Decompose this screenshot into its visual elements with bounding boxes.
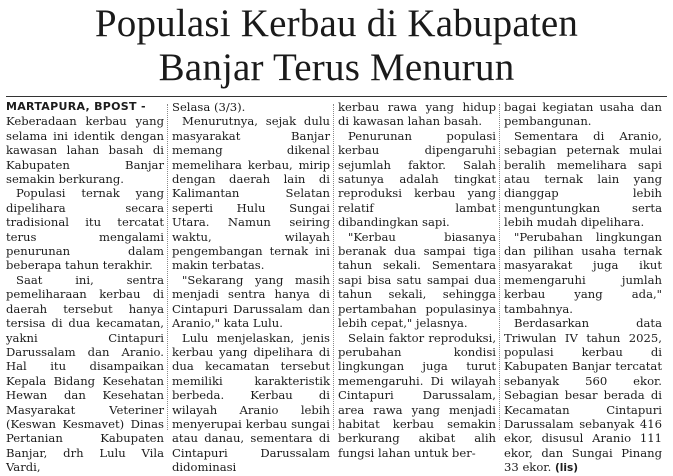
paragraph: Keberadaan kerbau yang selama ini identik dengan kawasan lahan basah di Kabupaten Banjar semakin berkurang. [6, 114, 164, 187]
article-column-4 [504, 100, 662, 476]
column-divider [167, 104, 168, 430]
column-divider [499, 104, 500, 430]
article-column-1 [6, 100, 164, 475]
paragraph: Sementara di Aranio, sebagian peternak mulai beralih memelihara sapi atau ternak lain yang dianggap lebih menguntungkan serta lebih mudah dipelihara. [504, 128, 662, 230]
headline [0, 2, 673, 90]
article-column-3 [338, 100, 496, 460]
paragraph: Selain faktor reproduksi, perubahan kondisi lingkungan juga turut memengaruhi. Di wilayah Cintapuri Darussalam, area rawa yang menjadi habitat kerbau semakin berkurang akibat alih fungsi lahan untuk ber- [338, 330, 496, 460]
paragraph: Saat ini, sentra pemeliharaan kerbau di daerah tersebut hanya tersisa di dua kecamatan, yakni Cintapuri Darussalam dan Aranio. Hal itu disampaikan Kepala Bidang Kesehatan Hewan dan Kesehatan Masyarakat Veteriner (Keswan Kesmavet) Dinas Pertanian Kabupaten Banjar, drh Lulu Vila Vardi, [6, 272, 164, 475]
paragraph: kerbau rawa yang hidup di kawasan lahan basah. [338, 100, 496, 129]
paragraph: Menurutnya, sejak dulu masyarakat Banjar memang dikenal memelihara kerbau, mirip dengan daerah lain di Kalimantan Selatan seperti Hulu Sungai Utara. Namun seiring waktu, wilayah pengembangan ternak ini makin terbatas. [172, 114, 330, 273]
headline-line-2: Banjar Terus Menurun [158, 46, 515, 89]
paragraph: Penurunan populasi kerbau dipengaruhi sejumlah faktor. Salah satunya adalah tingkat reproduksi kerbau yang relatif lambat dibandingkan sapi. [338, 128, 496, 230]
paragraph: "Sekarang yang masih menjadi sentra hanya di Cintapuri Darussalam dan Aranio," kata Lulu. [172, 272, 330, 331]
paragraph: Selasa (3/3). [172, 100, 246, 114]
article-column-2 [172, 100, 330, 475]
paragraph: "Kerbau biasanya beranak dua sampai tiga tahun sekali. Sementara sapi bisa satu sampai dua tahun sekali, sehingga pertambahan populasinya lebih cepat," jelasnya. [338, 229, 496, 331]
paragraph [504, 316, 662, 475]
dateline: MARTAPURA, BPOST - [6, 100, 146, 113]
headline-rule [6, 96, 667, 97]
paragraph: "Perubahan lingkungan dan pilihan usaha ternak masyarakat juga ikut memengaruhi jumlah kerbau yang ada," tambahnya. [504, 229, 662, 316]
paragraph: Populasi ternak yang dipelihara secara tradisional itu tercatat terus mengalami penurunan dalam beberapa tahun terakhir. [6, 186, 164, 273]
paragraph: Lulu menjelaskan, jenis kerbau yang dipelihara di dua kecamatan tersebut memiliki karakteristik berbeda. Kerbau di wilayah Aranio lebih menyerupai kerbau sungai atau danau, sementara di Cintapuri Darussalam didominasi [172, 330, 330, 475]
paragraph: bagai kegiatan usaha dan pembangunan. [504, 100, 662, 129]
column-divider [333, 104, 334, 430]
author-tag: (lis) [554, 462, 578, 475]
paragraph-text: Berdasarkan data Triwulan IV tahun 2025, populasi kerbau di Kabupaten Banjar tercatat sebanyak 560 ekor. Sebagian besar berada di Kecamatan Cintapuri Darussalam sebanyak 416 ekor, disusul Aranio 111 ekor, dan Sungai Pinang 33 ekor. [504, 316, 662, 475]
headline-line-1: Populasi Kerbau di Kabupaten [94, 2, 579, 45]
